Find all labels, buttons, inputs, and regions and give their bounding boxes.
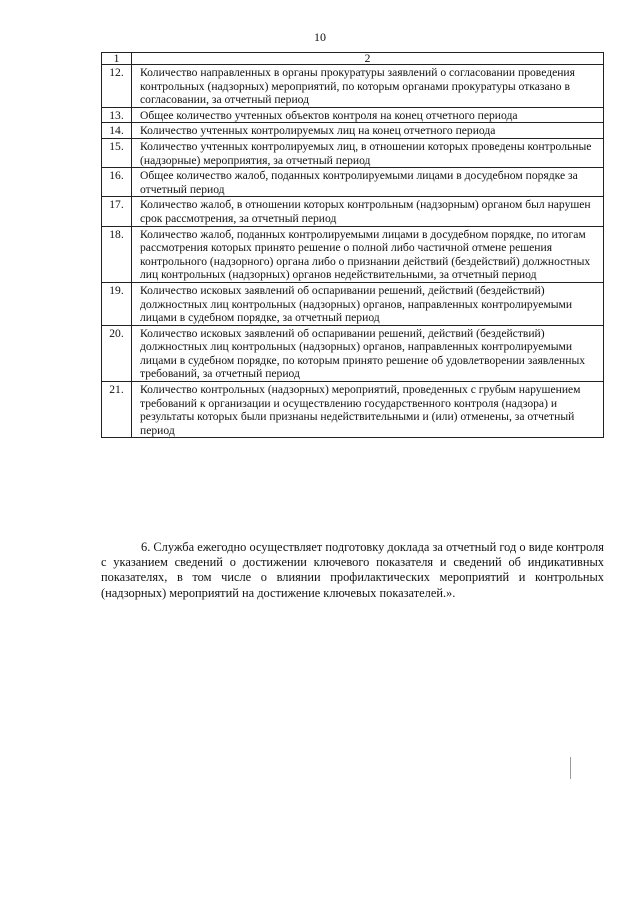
table-row: [102, 197, 604, 226]
table-row: [102, 65, 604, 108]
row-description: Количество учтенных контролируемых лиц на конец отчетного периода: [132, 123, 604, 139]
row-number: 20.: [102, 325, 132, 381]
row-description: Количество направленных в органы прокуратуры заявлений о согласовании проведения контрольных (надзорных) мероприятий, по которым органами прокуратуры отказано в согласовании, за отчетный период: [132, 65, 604, 108]
row-number: 21.: [102, 382, 132, 438]
indicators-table: [101, 52, 604, 438]
table-row: [102, 168, 604, 197]
table-row: [102, 123, 604, 139]
row-number: 14.: [102, 123, 132, 139]
page-number: 10: [314, 30, 326, 44]
closing-paragraph: 6. Служба ежегодно осуществляет подготовку доклада за отчетный год о виде контроля с указанием сведений о достижении ключевого показателя и сведений об индикативных показателях, в том числе о влиянии профилактических мероприятий и контрольных (надзорных) мероприятий на достижение ключевых показателей.».: [101, 540, 604, 600]
table-row: [102, 226, 604, 282]
row-number: 17.: [102, 197, 132, 226]
margin-mark: [570, 757, 571, 779]
table-row: [102, 138, 604, 167]
header-cell-description: 2: [132, 53, 604, 65]
row-number: 18.: [102, 226, 132, 282]
row-number: 12.: [102, 65, 132, 108]
row-description: Количество жалоб, в отношении которых контрольным (надзорным) органом был нарушен срок рассмотрения, за отчетный период: [132, 197, 604, 226]
row-number: 16.: [102, 168, 132, 197]
table-body: [102, 53, 604, 438]
table-row: [102, 107, 604, 123]
row-description: Общее количество учтенных объектов контроля на конец отчетного периода: [132, 107, 604, 123]
row-description: Общее количество жалоб, поданных контролируемыми лицами в досудебном порядке за отчетный период: [132, 168, 604, 197]
row-description: Количество исковых заявлений об оспаривании решений, действий (бездействий) должностных лиц контрольных (надзорных) органов, направленных контролируемыми лицами в судебном порядке, по которым принято решение об удовлетворении заявленных требований, за отчетный период: [132, 325, 604, 381]
table-header-row: [102, 53, 604, 65]
row-description: Количество исковых заявлений об оспаривании решений, действий (бездействий) должностных лиц контрольных (надзорных) органов, направленных контролируемыми лицами в судебном порядке, за отчетный период: [132, 282, 604, 325]
row-description: Количество контрольных (надзорных) мероприятий, проведенных с грубым нарушением требований к организации и осуществлению государственного контроля (надзора) и результаты которых были признаны недействительными и (или) отменены, за отчетный период: [132, 382, 604, 438]
table-row: [102, 282, 604, 325]
row-number: 13.: [102, 107, 132, 123]
table-row: [102, 325, 604, 381]
header-cell-number: 1: [102, 53, 132, 65]
row-description: Количество жалоб, поданных контролируемыми лицами в досудебном порядке, по итогам рассмотрения которых принято решение о полной либо частичной отмене решения контрольного (надзорного) органа либо о признании действий (бездействий) должностных лиц контрольных (надзорных) органов недействительными, за отчетный период: [132, 226, 604, 282]
table-row: [102, 382, 604, 438]
row-number: 19.: [102, 282, 132, 325]
row-description: Количество учтенных контролируемых лиц, в отношении которых проведены контрольные (надзорные) мероприятия, за отчетный период: [132, 138, 604, 167]
row-number: 15.: [102, 138, 132, 167]
